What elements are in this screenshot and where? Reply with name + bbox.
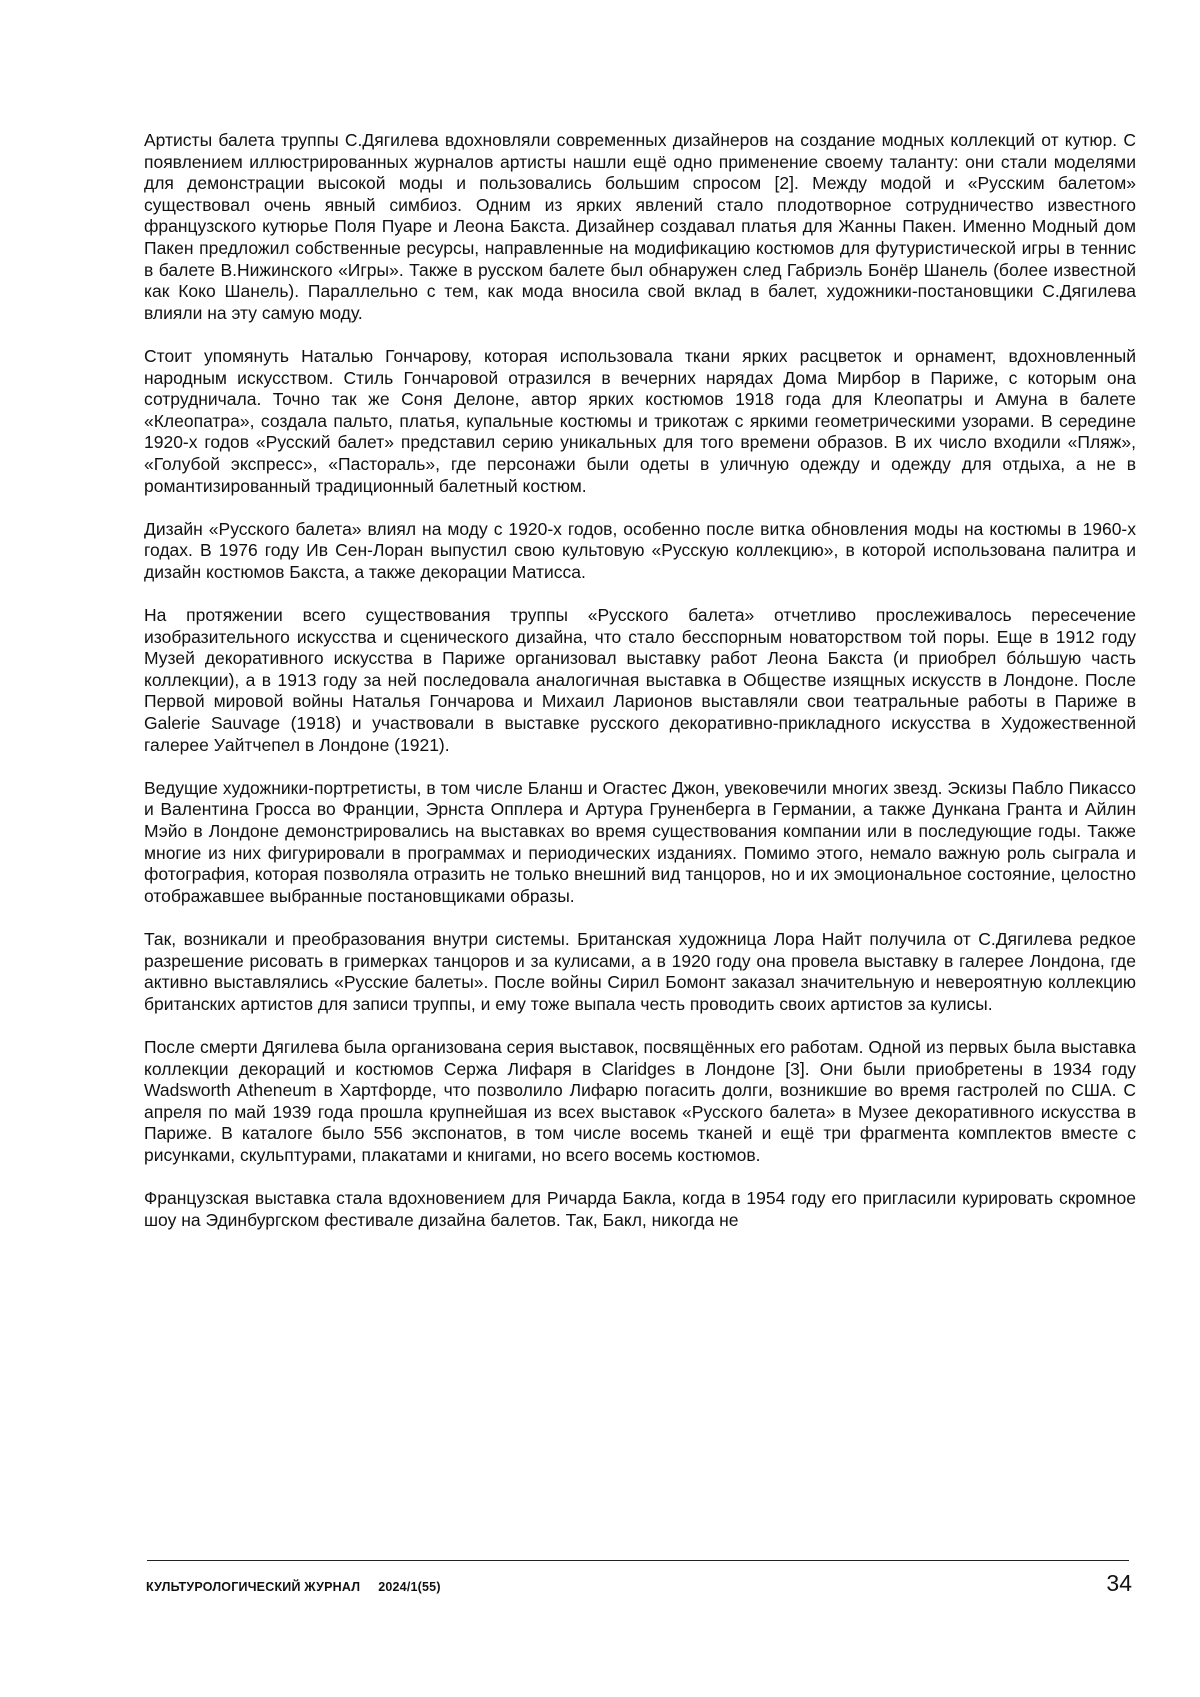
article-body — [144, 130, 1136, 1253]
paragraph: Так, возникали и преобразования внутри системы. Британская художница Лора Найт получила от С.Дягилева редкое разрешение рисовать в гримерках танцоров и за кулисами, а в 1920 году она провела выставку в галерее Лондона, где активно выставлялись «Русские балеты». После войны Сирил Бомонт заказал значительную и невероятную коллекцию британских артистов для записи труппы, и ему тоже выпала честь проводить своих артистов за кулисы. — [144, 928, 1136, 1014]
issue-number: 2024/1(55) — [378, 1580, 441, 1594]
paragraph: На протяжении всего существования труппы «Русского балета» отчетливо прослеживалось пересечение изобразительного искусства и сценического дизайна, что стало бесспорным новаторством той поры. Еще в 1912 году Музей декоративного искусства в Париже организовал выставку работ Леона Бакста (и приобрел бо́льшую часть коллекции), а в 1913 году за ней последовала аналогичная выставка в Обществе изящных искусств в Лондоне. После Первой мировой войны Наталья Гончарова и Михаил Ларионов выставляли свои театральные работы в Париже в Galerie Sauvage (1918) и участвовали в выставке русского декоративно-прикладного искусства в Художественной галерее Уайтчепел в Лондоне (1921). — [144, 605, 1136, 755]
paragraph: Стоит упомянуть Наталью Гончарову, которая использовала ткани ярких расцветок и орнамент, вдохновленный народным искусством. Стиль Гончаровой отразился в вечерних нарядах Дома Мирбор в Париже, с которым она сотрудничала. Точно так же Соня Делоне, автор ярких костюмов 1918 года для Клеопатры и Амуна в балете «Клеопатра», создала пальто, платья, купальные костюмы и трикотаж с яркими геометрическими узорами. В середине 1920-х годов «Русский балет» представил серию уникальных для того времени образов. В их число входили «Пляж», «Голубой экспресс», «Пастораль», где персонажи были одеты в уличную одежду и одежду для отдыха, а не в романтизированный традиционный балетный костюм. — [144, 345, 1136, 496]
page-number: 34 — [1106, 1570, 1132, 1596]
paragraph: Дизайн «Русского балета» влиял на моду с 1920-х годов, особенно после витка обновления моды на костюмы в 1960-х годах. В 1976 году Ив Сен-Лоран выпустил свою культовую «Русскую коллекцию», в которой использована палитра и дизайн костюмов Бакста, а также декорации Матисса. — [144, 518, 1136, 582]
paragraph: Ведущие художники-портретисты, в том числе Бланш и Огастес Джон, увековечили многих звезд. Эскизы Пабло Пикассо и Валентина Гросса во Франции, Эрнста Опплера и Артура Груненберга в Германии, а также Дункана Гранта и Айлин Мэйо в Лондоне демонстрировались на выставках во время существования компании или в последующие годы. Также многие из них фигурировали в программах и периодических изданиях. Помимо этого, немало важную роль сыграла и фотография, которая позволяла отразить не только внешний вид танцоров, но и их эмоциональное состояние, целостно отображавшее выбранные постановщиками образы. — [144, 777, 1136, 906]
paragraph: Артисты балета труппы С.Дягилева вдохновляли современных дизайнеров на создание модных коллекций от кутюр. С появлением иллюстрированных журналов артисты нашли ещё одно применение своему таланту: они стали моделями для демонстрации высокой моды и пользовались большим спросом [2]. Между модой и «Русским балетом» существовал очень явный симбиоз. Одним из ярких явлений стало плодотворное сотрудничество известного французского кутюрье Поля Пуаре и Леона Бакста. Дизайнер создавал платья для Жанны Пакен. Именно Модный дом Пакен предложил собственные ресурсы, направленные на модификацию костюмов для футуристической игры в теннис в балете В.Нижинского «Игры». Также в русском балете был обнаружен след Габриэль Бонёр Шанель (более известной как Коко Шанель). Параллельно с тем, как мода вносила свой вклад в балет, художники-постановщики С.Дягилева влияли на эту самую моду. — [144, 130, 1136, 323]
paragraph: После смерти Дягилева была организована серия выставок, посвящённых его работам. Одной из первых была выставка коллекции декораций и костюмов Сержа Лифаря в Claridges в Лондоне [3]. Они были приобретены в 1934 году Wadsworth Atheneum в Хартфорде, что позволило Лифарю погасить долги, возникшие во время гастролей по США. С апреля по май 1939 года прошла крупнейшая из всех выставок «Русского балета» в Музее декоративного искусства в Париже. В каталоге было 556 экспонатов, в том числе восемь тканей и ещё три фрагмента комплектов вместе с рисунками, скульптурами, плакатами и книгами, но всего восемь костюмов. — [144, 1036, 1136, 1165]
footer-divider — [147, 1560, 1129, 1561]
paragraph-continued: Французская выставка стала вдохновением для Ричарда Бакла, когда в 1954 году его пригласили курировать скромное шоу на Эдинбургском фестивале дизайна балетов. Так, Бакл, никогда не — [144, 1188, 1136, 1230]
journal-title: КУЛЬТУРОЛОГИЧЕСКИЙ ЖУРНАЛ — [146, 1580, 361, 1594]
footer-journal-info — [146, 1580, 441, 1594]
